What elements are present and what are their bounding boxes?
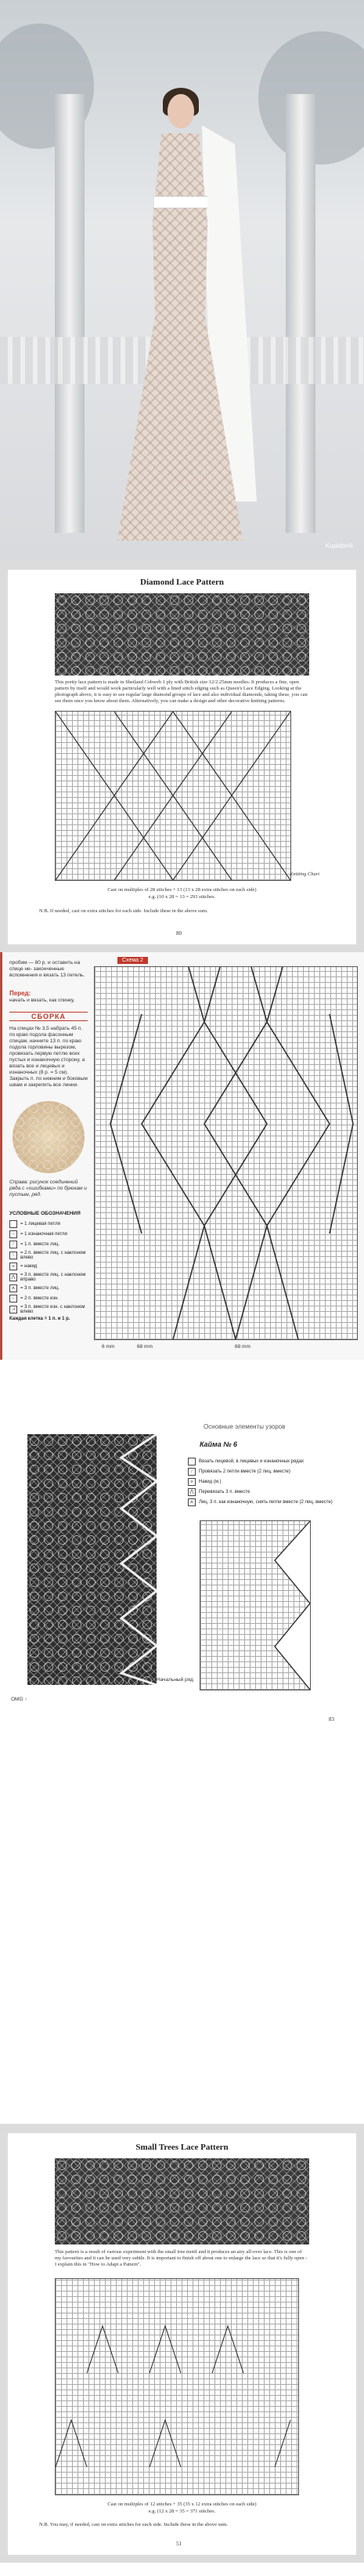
legend-item: ⋏ Лиц. 3 п. как изнаночную, снять петли вместе (2 лиц. вместе) bbox=[188, 1498, 344, 1506]
pattern-description: This pretty lace pattern is made in Shetland Cobweb 1 ply with British size 12/2.25mm needles. It produces a fine, open pattern by itself and would work particularly well with a lined stitch edging such as Queen's Lace Edging. Looking at the photograph above, it is easy to see regular large diamond groups of lace and also individual diamonds, taking these, you can see them once you know about them. Alternatively, you can make a design and other decorative knitting patterns. bbox=[55, 679, 308, 704]
scallop-edge bbox=[27, 1434, 157, 1685]
edging-swatch-photo bbox=[27, 1434, 157, 1685]
legend-footnote: Каждая клетка = 1 п. и 1 р. bbox=[9, 1317, 70, 1321]
side-accent bbox=[0, 952, 2, 1360]
edging-pattern-page bbox=[0, 1411, 364, 1818]
trees-pattern-spread bbox=[0, 2124, 364, 2563]
page-number: 80 bbox=[176, 930, 182, 937]
cast-on-instructions: Cast on multiples of 28 stitches + 13 (13 x 28 extra stitches on each side) bbox=[107, 887, 257, 893]
page-title: Small Trees Lace Pattern bbox=[135, 2143, 229, 2152]
fashion-photo bbox=[0, 0, 364, 560]
front-text: начать и вязать, как спинку. bbox=[9, 998, 75, 1003]
photo-credit: Kupidon® bbox=[325, 542, 353, 549]
cast-on-instructions: Cast on multiples of 12 stitches + 35 (35 x 12 extra stitches on each side) bbox=[107, 2502, 257, 2507]
legend-item: – = 1 изнаночная петля bbox=[9, 1230, 88, 1238]
legend bbox=[188, 1458, 344, 1509]
legend-item: o Накид (м.) bbox=[188, 1478, 344, 1486]
start-row-label: Начальный ряд bbox=[157, 1677, 193, 1683]
chart-diamond-lines bbox=[95, 967, 357, 1339]
chart-diamond-lines bbox=[56, 712, 290, 880]
chart-label: Схема 2 bbox=[117, 957, 148, 964]
scheme-page bbox=[0, 952, 364, 1360]
detail-photo bbox=[13, 1101, 85, 1173]
cast-on-example: e.g. (12 x 28 = 35 = 371 stitches. bbox=[148, 2509, 216, 2514]
dress-belt bbox=[154, 196, 207, 208]
nb-note: N.B. You may, if needed, cast on extra stitches for each side. Include these in the above sum. bbox=[39, 2522, 229, 2527]
knitting-chart bbox=[55, 2278, 299, 2495]
chart-edge bbox=[200, 1521, 310, 1690]
side-label: OMG ↑ bbox=[11, 1697, 27, 1702]
knitting-chart bbox=[55, 711, 291, 881]
width-label: 68 mm bbox=[137, 1344, 153, 1350]
pattern-title: Кайма № 6 bbox=[200, 1440, 238, 1448]
photo-caption: Справа: рисунок соединений ряда с «ошибками» по брюкам и пустым, ряд. bbox=[9, 1179, 87, 1197]
model-face bbox=[168, 94, 194, 129]
page-number: 83 bbox=[329, 1716, 334, 1723]
legend-item: ⩘ = 3 п. вместе изн. с наклоном влево bbox=[9, 1305, 88, 1314]
legend-item: ⋀ Перевязать 3 п. вместе bbox=[188, 1488, 344, 1496]
legend-item: = 1 лицевая петля bbox=[9, 1220, 88, 1228]
chart-tree-lines bbox=[56, 2279, 298, 2494]
assembly-text: На спицах № 3,5 набрать 45 п. по краю подола фасонным спицам, начните 13 п. по краю подола горловины вырезом, провязать первую петлю всех пустых и изнаночную сторону, а вязать все и лицевых и изнаночных (8 р. = 5 см). Закрыть п. по нижним и боковым швам и закрепить все линии. bbox=[9, 1026, 88, 1088]
page-title: Diamond Lace Pattern bbox=[140, 578, 224, 587]
page-number: 51 bbox=[176, 2541, 182, 2547]
legend bbox=[9, 1220, 88, 1321]
width-label: 68 mm bbox=[235, 1344, 250, 1350]
legend-item: / = 1 п. вместе лиц. bbox=[9, 1241, 88, 1248]
legend-item: \ = 2 п. вместе лиц. с наклоном влево bbox=[9, 1251, 88, 1260]
chart-credit: Knitting Chart bbox=[290, 871, 320, 877]
legend-item: o = накид bbox=[9, 1263, 88, 1270]
scheme-chart bbox=[94, 966, 358, 1340]
legend-item: Вязать лицевой, в лицевых и изнаночных рядах bbox=[188, 1458, 344, 1466]
legend-title: УСЛОВНЫЕ ОБОЗНАЧЕНИЯ bbox=[9, 1211, 81, 1216]
legend-item: / Провязать 2 петли вместе (2 лиц. вместе) bbox=[188, 1468, 344, 1476]
intro-text: пробим — 80 р. и оставить на спице не- законченные вспомнения и вязать 13 петель. bbox=[9, 960, 85, 978]
pillar bbox=[286, 94, 315, 533]
cast-on-example: e.g. (10 x 28 = 13 = 293 stitches. bbox=[148, 894, 216, 900]
legend-item: ⋏ = 3 п. вместе лиц. bbox=[9, 1284, 88, 1292]
pillar bbox=[55, 94, 85, 533]
section-heading-front: Перед: bbox=[9, 990, 31, 997]
book-page bbox=[8, 2133, 356, 2555]
section-heading-assembly: СБОРКА bbox=[9, 1012, 88, 1021]
nb-note: N.B. If needed, cast on extra stitches for each side. Include these in the above sum. bbox=[39, 908, 208, 914]
book-page bbox=[8, 570, 356, 944]
legend-item: ⋀ = 3 п. вместе лиц. с наклоном вправо bbox=[9, 1273, 88, 1282]
legend-item: ÷ = 2 п. вместе изн. bbox=[9, 1295, 88, 1302]
width-label: 6 mm bbox=[102, 1344, 115, 1350]
diamond-pattern-spread bbox=[0, 560, 364, 952]
lace-swatch-photo bbox=[55, 2158, 309, 2244]
edging-chart bbox=[200, 1520, 311, 1690]
lace-swatch-photo bbox=[55, 593, 309, 676]
pattern-description: This pattern is a result of various experiment with the small tree motif and it produces an airy all-over lace. This is one of my favourites and it can be used very subtle. It is important to finish off about one to enlarge the lace so that it's fully open - I explain this in "How to Adapt a Pattern". bbox=[55, 2249, 308, 2267]
page-header: Основные элементы узоров bbox=[204, 1423, 286, 1430]
